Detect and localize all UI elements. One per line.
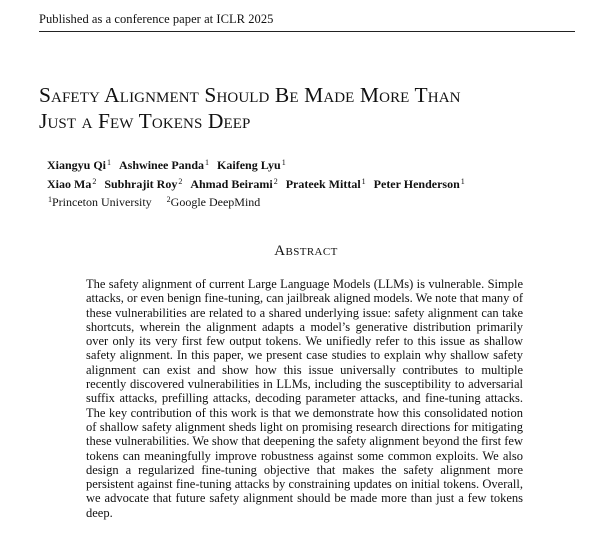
header-rule xyxy=(39,31,575,32)
author: Peter Henderson$^1$ xyxy=(373,176,465,191)
author: Ahmad Beirami$^2$ xyxy=(190,176,278,191)
author-line-2 xyxy=(47,174,470,193)
affiliation: $^1$Princeton University xyxy=(48,195,152,209)
author: Subhrajit Roy$^2$ xyxy=(104,176,183,191)
title-line-1: Safety Alignment Should Be Made More Than xyxy=(39,83,461,107)
affiliation-line xyxy=(47,192,470,211)
author: Prateek Mittal$^1$ xyxy=(285,176,366,191)
author: Kaifeng Lyu$^1$ xyxy=(217,158,286,172)
running-header: Published as a conference paper at ICLR 2025 xyxy=(39,12,274,26)
paper-title xyxy=(39,82,584,134)
author: Xiao Ma$^2$ xyxy=(47,176,97,191)
author-block xyxy=(47,155,470,211)
author: Xiangyu Qi$^1$ xyxy=(47,158,112,172)
author-line-1 xyxy=(47,155,470,174)
abstract-heading: Abstract xyxy=(274,243,338,259)
title-line-2: Just a Few Tokens Deep xyxy=(39,109,251,133)
affiliation: $^2$Google DeepMind xyxy=(166,195,261,209)
abstract-body: The safety alignment of current Large Language Models (LLMs) is vulnerable. Simple attacks, or even benign fine-tuning, can jailbreak aligned models. We note that many of these vulnerabilities are related to a shared underlying issue: safety alignment can take shortcuts, wherein the alignment adapts a model’s generative distribution primarily over only its very first few output tokens. We unifiedly refer to this issue as shallow safety alignment. In this paper, we present case studies to explain why shallow safety alignment can exist and show how this issue universally contributes to multiple recently discovered vulnerabilities in LLMs, including the susceptibility to adversarial suffix attacks, prefilling attacks, decoding parameter attacks, and fine-tuning attacks. The key contribution of this work is that we demonstrate how this consolidated notion of shallow safety alignment sheds light on promising research directions for mitigating these vulnerabilities. We show that deepening the safety alignment beyond the first few tokens can meaningfully improve robustness against some common exploits. We also design a regularized fine-tuning objective that makes the safety alignment more persistent against fine-tuning attacks by constraining updates on initial tokens. Overall, we advocate that future safety alignment should be made more than just a few tokens deep. xyxy=(86,277,523,520)
author: Ashwinee Panda$^1$ xyxy=(119,158,210,172)
